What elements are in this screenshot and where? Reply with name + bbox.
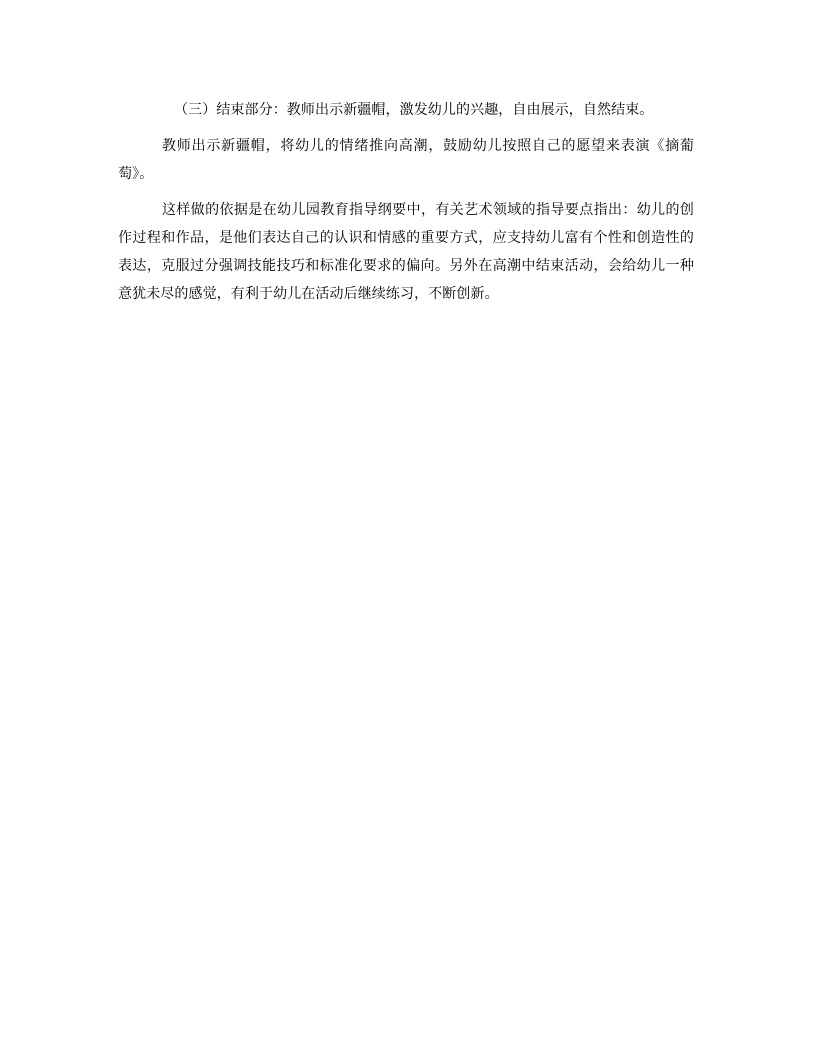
section-heading-ending: （三）结束部分：教师出示新疆帽，激发幼儿的兴趣，自由展示，自然结束。 [174, 102, 654, 118]
paragraph-teacher-shows-hat: 教师出示新疆帽，将幼儿的情绪推向高潮，鼓励幼儿按照自己的愿望来表演《摘葡萄》。 [118, 138, 694, 182]
paragraph-rationale: 这样做的依据是在幼儿园教育指导纲要中，有关艺术领域的指导要点指出：幼儿的创作过程和作品，是他们表达自己的认识和情感的重要方式，应支持幼儿富有个性和创造性的表达，克服过分强调技能技巧和标准化要求的偏向。另外在高潮中结束活动，会给幼儿一种意犹未尽的感觉，有利于幼儿在活动后继续练习，不断创新。 [118, 202, 694, 302]
document-body [118, 96, 694, 308]
